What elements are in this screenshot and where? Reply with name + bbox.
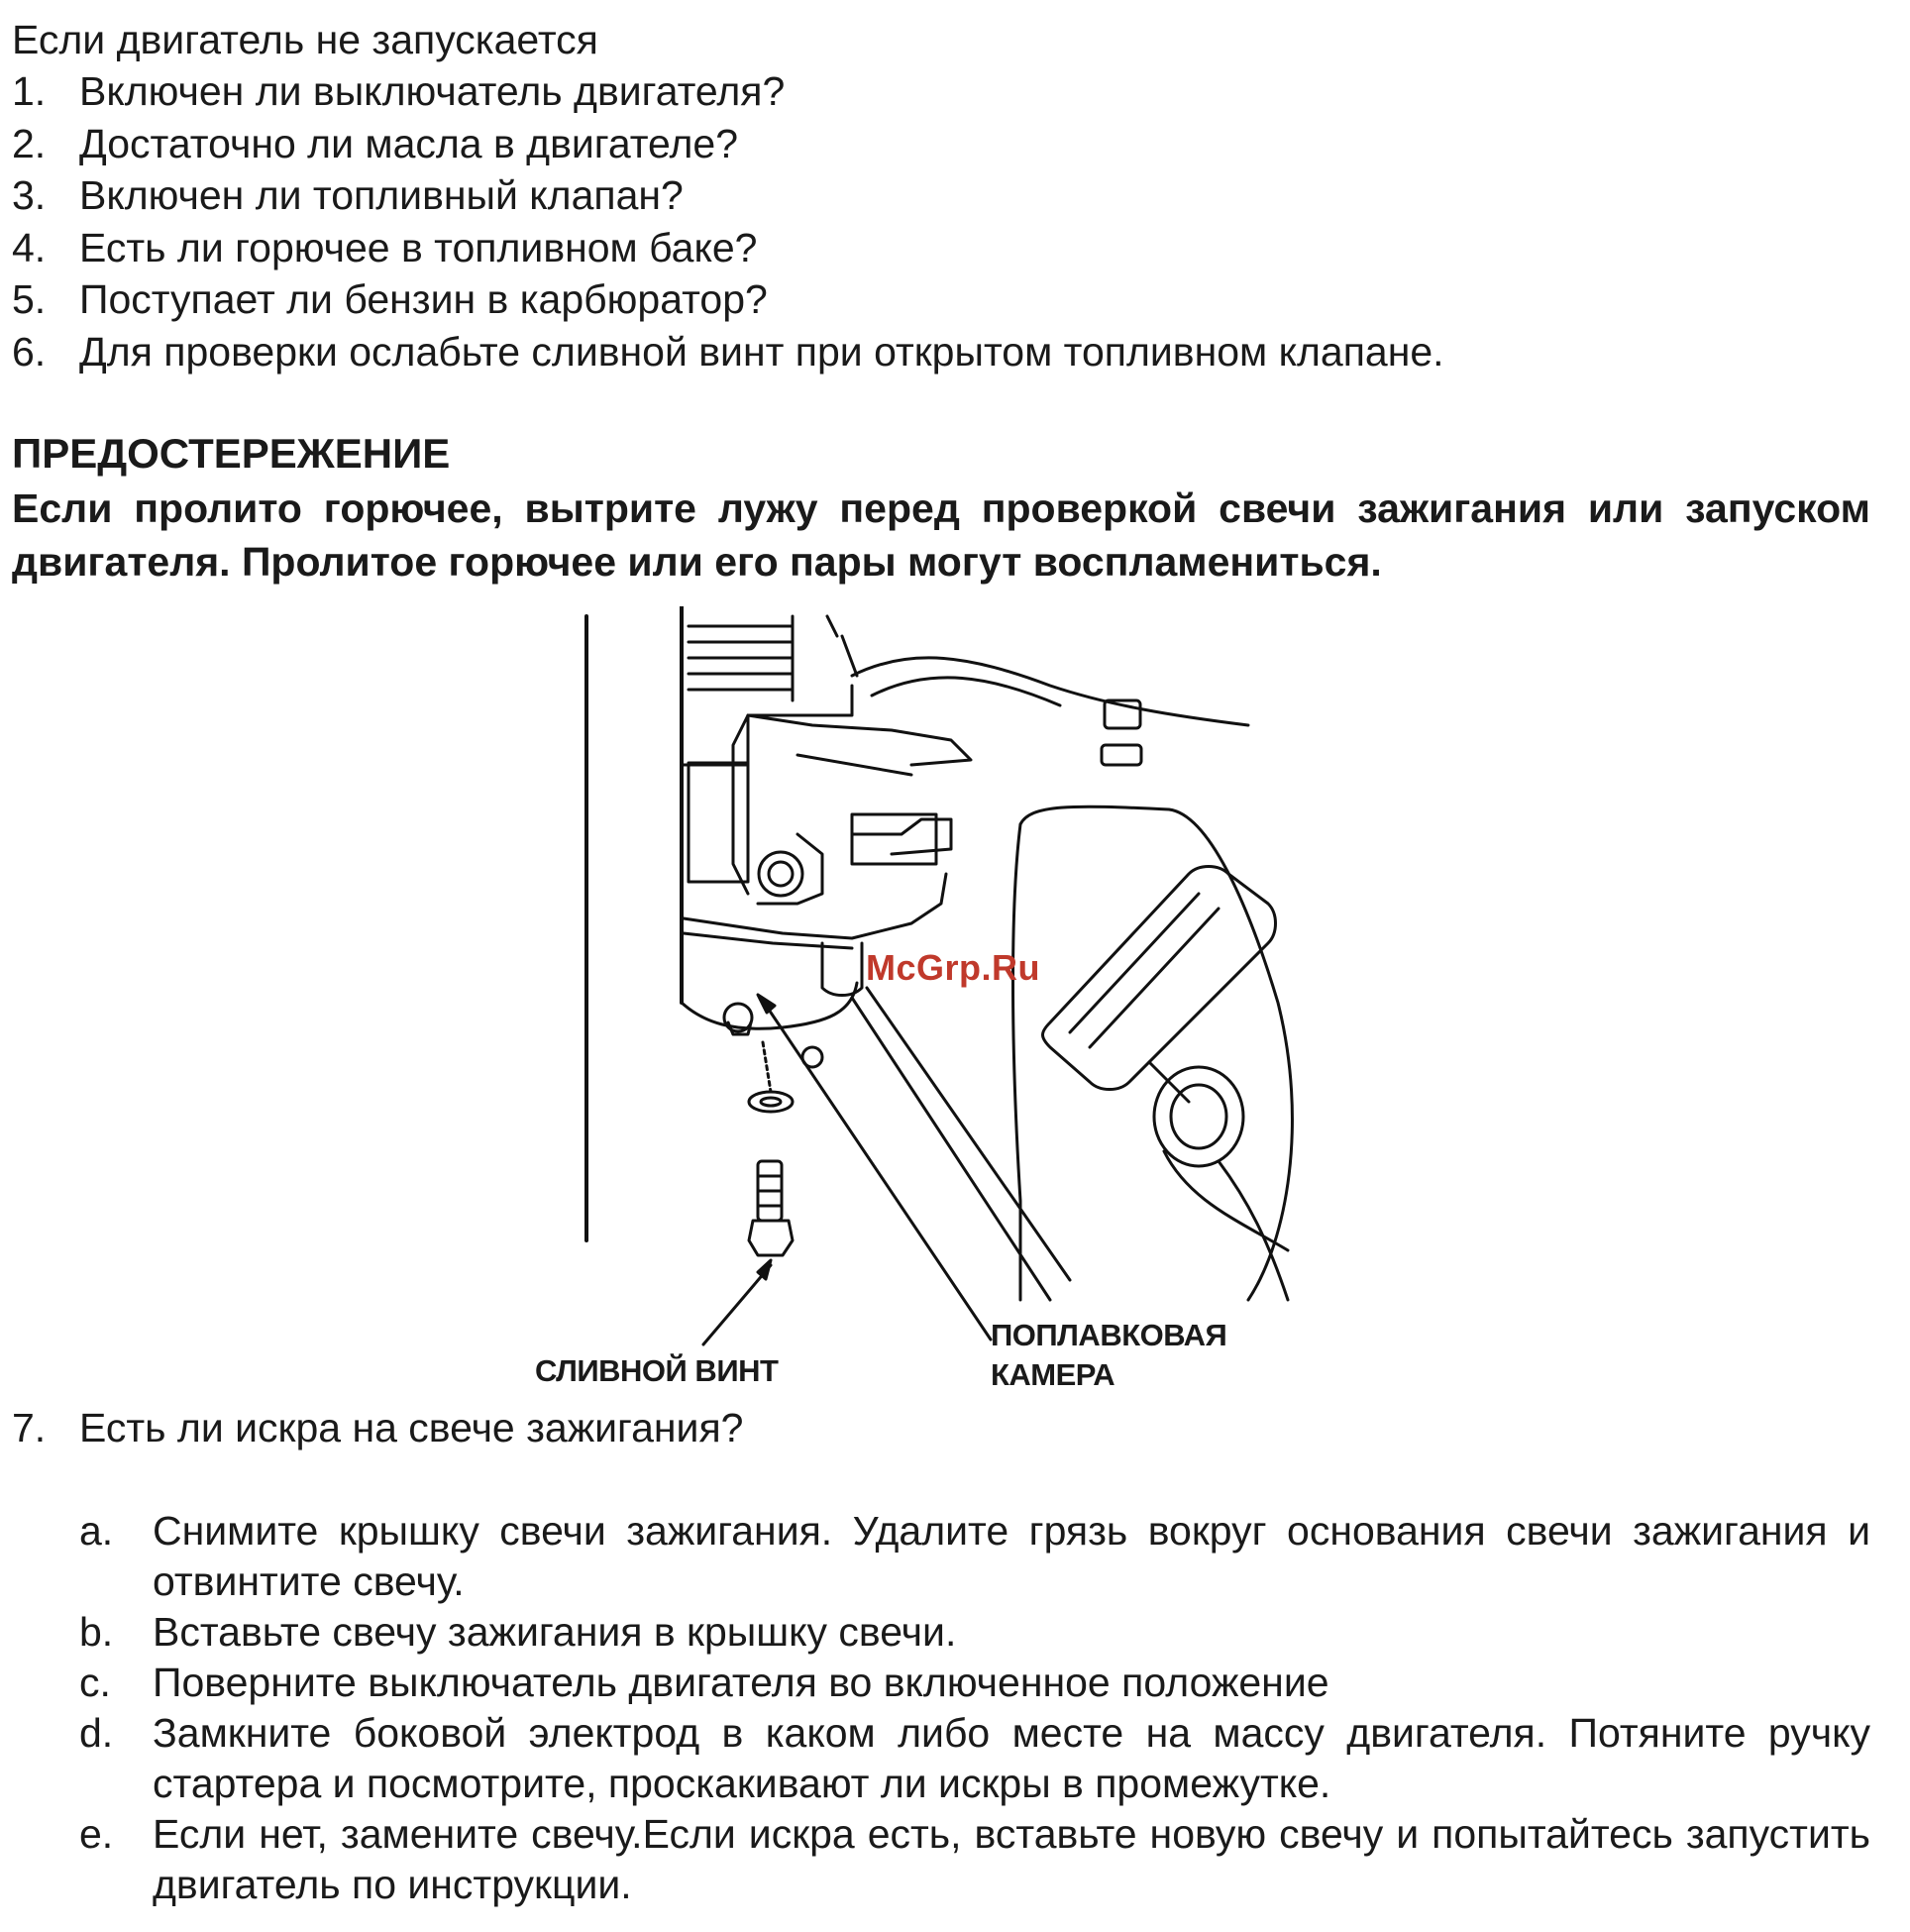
- item-text: Есть ли искра на свече зажигания?: [79, 1405, 744, 1450]
- item-number: 5.: [12, 276, 47, 322]
- float-chamber-label-line1: ПОПЛАВКОВАЯ: [991, 1318, 1227, 1352]
- step-marker: b.: [79, 1609, 114, 1655]
- item-number: 7.: [12, 1405, 47, 1450]
- warning-text: Если пролито горючее, вытрите лужу перед проверкой свечи зажигания или запуском двигателя. Пролитое горючее или его пары могут воспламениться.: [12, 485, 1870, 585]
- item-number: 2.: [12, 120, 47, 166]
- step-text: Если нет, замените свечу.Если искра есть, вставьте новую свечу и попытайтесь запустить двигатель по инструкции.: [153, 1811, 1870, 1907]
- step-text: Замкните боковой электрод в каком либо месте на массу двигателя. Потяните ручку стартера и посмотрите, проскакивают ли искры в промежутке.: [153, 1710, 1870, 1806]
- item-text: Для проверки ослабьте сливной винт при открытом топливном клапане.: [79, 328, 1444, 375]
- item-number: 4.: [12, 224, 47, 270]
- list-item: [12, 118, 1444, 170]
- list-item: [12, 326, 1444, 378]
- item-text: Достаточно ли масла в двигателе?: [79, 120, 739, 166]
- list-item: [79, 1708, 1870, 1809]
- list-item: [12, 273, 1444, 326]
- step-marker: e.: [79, 1811, 114, 1857]
- step-text: Поверните выключатель двигателя во включенное положение: [153, 1660, 1329, 1705]
- item-text: Поступает ли бензин в карбюратор?: [79, 276, 768, 322]
- list-item: [79, 1809, 1870, 1910]
- section-intro: Если двигатель не запускается: [12, 17, 598, 62]
- watermark: McGrp.Ru: [866, 947, 1041, 988]
- list-item: [12, 169, 1444, 222]
- step-text: Вставьте свечу зажигания в крышку свечи.: [153, 1609, 957, 1655]
- list-item: [79, 1607, 1870, 1658]
- item-text: Включен ли топливный клапан?: [79, 172, 684, 218]
- list-item: [79, 1658, 1870, 1708]
- carburetor-illustration: [535, 606, 1327, 1399]
- step-marker: c.: [79, 1660, 111, 1705]
- item-text: Есть ли горючее в топливном баке?: [79, 224, 758, 270]
- item-text: Включен ли выключатель двигателя?: [79, 68, 786, 114]
- item-number: 6.: [12, 328, 47, 375]
- item-number: 1.: [12, 68, 47, 114]
- spark-check-steps: [79, 1506, 1870, 1910]
- float-chamber-label-line2: КАМЕРА: [991, 1357, 1115, 1392]
- item-number: 3.: [12, 172, 47, 218]
- list-item: [12, 222, 1444, 274]
- step-marker: a.: [79, 1508, 114, 1554]
- warning-heading: ПРЕДОСТЕРЕЖЕНИЕ: [12, 430, 451, 477]
- carburetor-drawing: [555, 606, 1327, 1399]
- check-list: [12, 65, 1444, 377]
- list-item: [12, 65, 1444, 118]
- step-marker: d.: [79, 1710, 114, 1756]
- list-item: [79, 1506, 1870, 1607]
- check-item-7: [12, 1402, 743, 1453]
- step-text: Снимите крышку свечи зажигания. Удалите грязь вокруг основания свечи зажигания и отвинтите свечу.: [153, 1508, 1870, 1604]
- drain-screw-label: СЛИВНОЙ ВИНТ: [535, 1353, 779, 1388]
